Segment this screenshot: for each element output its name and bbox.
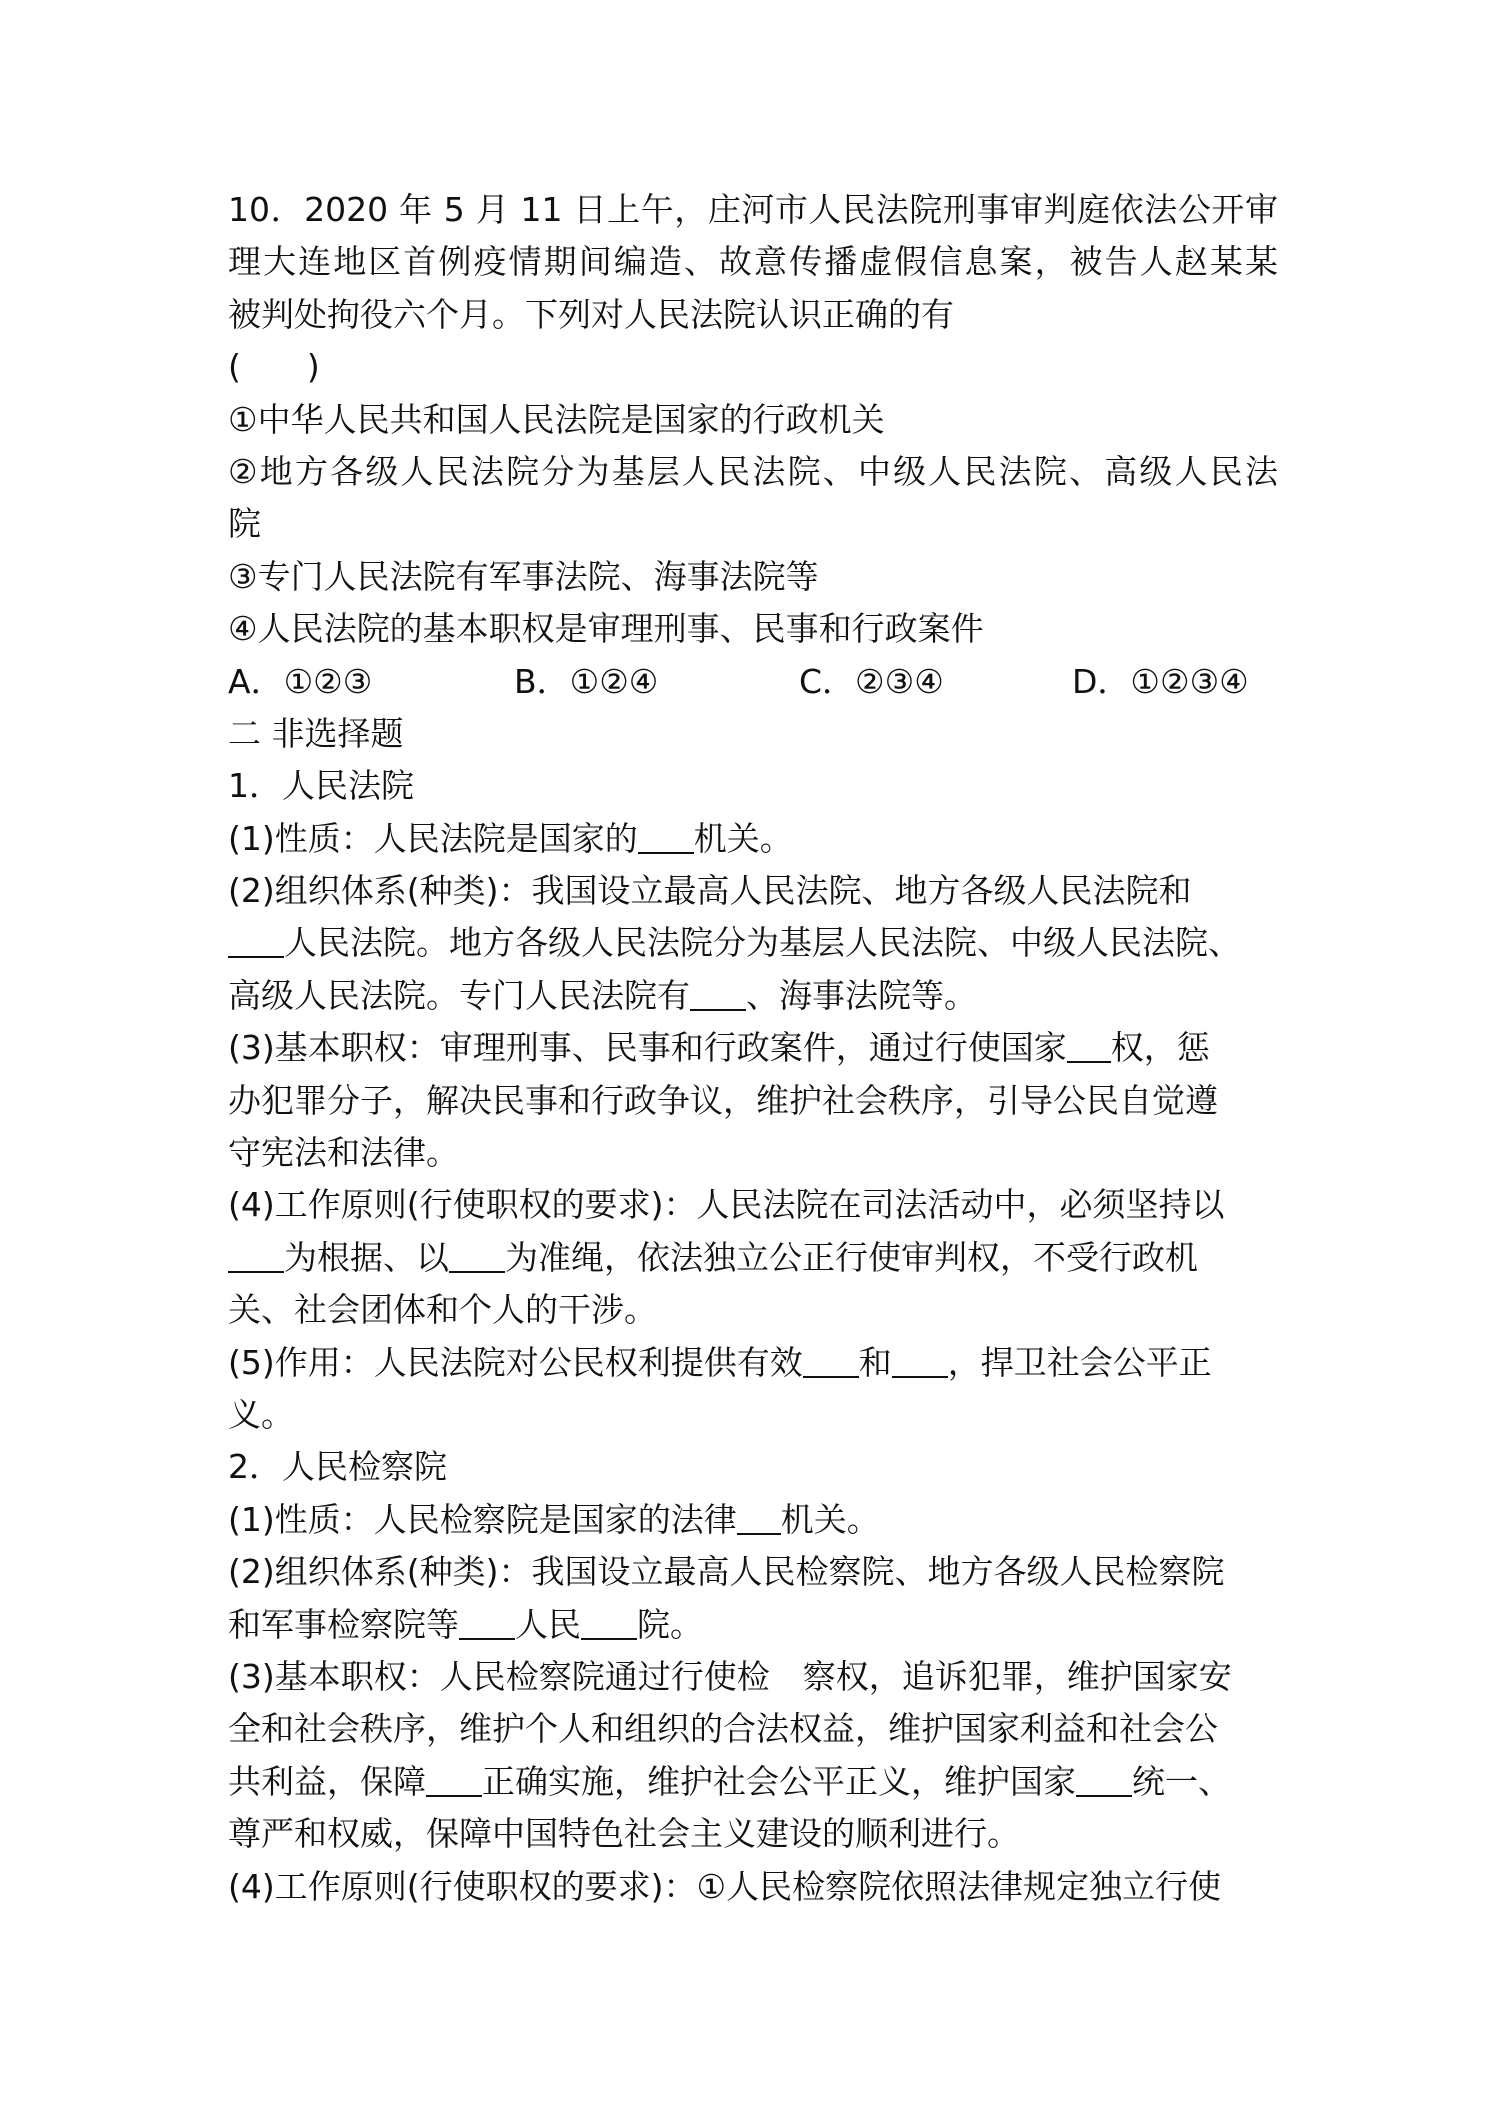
question-10-line-2: 理大连地区首例疫情期间编造、故意传播虚假信息案，被告人赵某某 xyxy=(228,242,1278,282)
part-1-heading: 1．人民法院 xyxy=(228,766,414,806)
fill-blank xyxy=(737,1501,781,1535)
option-d: D．①②③④ xyxy=(1072,661,1249,701)
text-segment: 统一、 xyxy=(1132,1761,1231,1801)
court-principle-2 xyxy=(228,1232,1278,1284)
court-role-1 xyxy=(228,1337,1278,1389)
fill-blank xyxy=(690,977,746,1011)
text-segment: (1)性质：人民法院是国家的 xyxy=(228,818,638,858)
fill-blank xyxy=(638,820,694,854)
text-segment: 和军事检察院等 xyxy=(228,1604,459,1644)
option-b: B．①②④ xyxy=(514,661,659,701)
text-segment: (1)性质：人民检察院是国家的法律 xyxy=(228,1499,737,1539)
procuratorate-organization-2 xyxy=(228,1599,1278,1651)
text-segment: 权，惩 xyxy=(1110,1028,1210,1068)
court-principle-3: 关、社会团体和个人的干涉。 xyxy=(228,1290,657,1330)
procuratorate-principle-1: (4)工作原则(行使职权的要求)：①人民检察院依照法律规定独立行使 xyxy=(228,1866,1222,1906)
text-segment: 为根据、以 xyxy=(284,1237,449,1277)
procuratorate-powers-1: (3)基本职权：人民检察院通过行使检 察权，追诉犯罪，维护国家安 xyxy=(228,1656,1232,1696)
text-segment: 正确实施，维护社会公平正义，维护国家 xyxy=(482,1761,1076,1801)
text-segment: 和 xyxy=(858,1342,892,1382)
court-principle-1: (4)工作原则(行使职权的要求)：人民法院在司法活动中，必须坚持以 xyxy=(228,1185,1225,1225)
section-title: 二 非选择题 xyxy=(228,713,404,753)
fill-blank xyxy=(449,1239,505,1273)
text-segment: 机关。 xyxy=(780,1499,880,1539)
text-segment: 为准绳，依法独立公正行使审判权，不受行政机 xyxy=(505,1237,1198,1277)
fill-blank xyxy=(228,924,284,958)
procuratorate-nature xyxy=(228,1494,1278,1546)
fill-blank xyxy=(1076,1763,1132,1797)
text-segment: 人民 xyxy=(515,1604,581,1644)
procuratorate-powers-3 xyxy=(228,1756,1278,1808)
option-c: C．②③④ xyxy=(799,661,944,701)
choice-item-4: ④人民法院的基本职权是审理刑事、民事和行政案件 xyxy=(228,609,984,649)
choice-item-2: ②地方各级人民法院分为基层人民法院、中级人民法院、高级人民法 xyxy=(228,451,1278,491)
choice-item-2-cont: 院 xyxy=(228,504,261,544)
procuratorate-organization-1: (2)组织体系(种类)：我国设立最高人民检察院、地方各级人民检察院 xyxy=(228,1552,1225,1592)
text-segment: ，捍卫社会公平正 xyxy=(947,1342,1212,1382)
question-10-line-3: 被判处拘役六个月。下列对人民法院认识正确的有 xyxy=(228,294,954,334)
fill-blank xyxy=(426,1763,482,1797)
court-organization-1: (2)组织体系(种类)：我国设立最高人民法院、地方各级人民法院和 xyxy=(228,871,1192,911)
choice-item-1: ①中华人民共和国人民法院是国家的行政机关 xyxy=(228,399,885,439)
text-segment: 、海事法院等。 xyxy=(746,975,977,1015)
fill-blank xyxy=(803,1344,859,1378)
court-role-2: 义。 xyxy=(228,1394,294,1434)
answer-options xyxy=(228,656,1278,708)
document-page xyxy=(228,184,1278,1913)
procuratorate-powers-4: 尊严和权威，保障中国特色社会主义建设的顺利进行。 xyxy=(228,1814,1020,1854)
text-segment: 院。 xyxy=(637,1604,703,1644)
court-organization-3 xyxy=(228,970,1278,1022)
court-powers-1 xyxy=(228,1022,1278,1074)
text-segment: 共利益，保障 xyxy=(228,1761,426,1801)
text-segment: 高级人民法院。专门人民法院有 xyxy=(228,975,690,1015)
fill-blank xyxy=(581,1606,637,1640)
fill-blank xyxy=(228,1239,284,1273)
court-powers-2: 办犯罪分子，解决民事和行政争议，维护社会秩序，引导公民自觉遵 xyxy=(228,1080,1218,1120)
fill-blank xyxy=(459,1606,515,1640)
fill-blank xyxy=(892,1344,948,1378)
answer-parentheses: ( ) xyxy=(228,347,320,387)
text-segment: 机关。 xyxy=(693,818,793,858)
fill-blank xyxy=(1067,1029,1111,1063)
text-segment: (5)作用：人民法院对公民权利提供有效 xyxy=(228,1342,803,1382)
part-2-heading: 2．人民检察院 xyxy=(228,1447,447,1487)
text-segment: 人民法院。地方各级人民法院分为基层人民法院、中级人民法院、 xyxy=(284,923,1241,963)
text-segment: (3)基本职权：审理刑事、民事和行政案件，通过行使国家 xyxy=(228,1028,1067,1068)
court-nature xyxy=(228,813,1278,865)
court-organization-2 xyxy=(228,917,1278,969)
court-powers-3: 守宪法和法律。 xyxy=(228,1133,459,1173)
question-10-line-1: 10．2020 年 5 月 11 日上午，庄河市人民法院刑事审判庭依法公开审 xyxy=(228,190,1278,229)
option-a: A．①②③ xyxy=(228,661,373,701)
procuratorate-powers-2: 全和社会秩序，维护个人和组织的合法权益，维护国家利益和社会公 xyxy=(228,1709,1218,1749)
choice-item-3: ③专门人民法院有军事法院、海事法院等 xyxy=(228,556,819,596)
